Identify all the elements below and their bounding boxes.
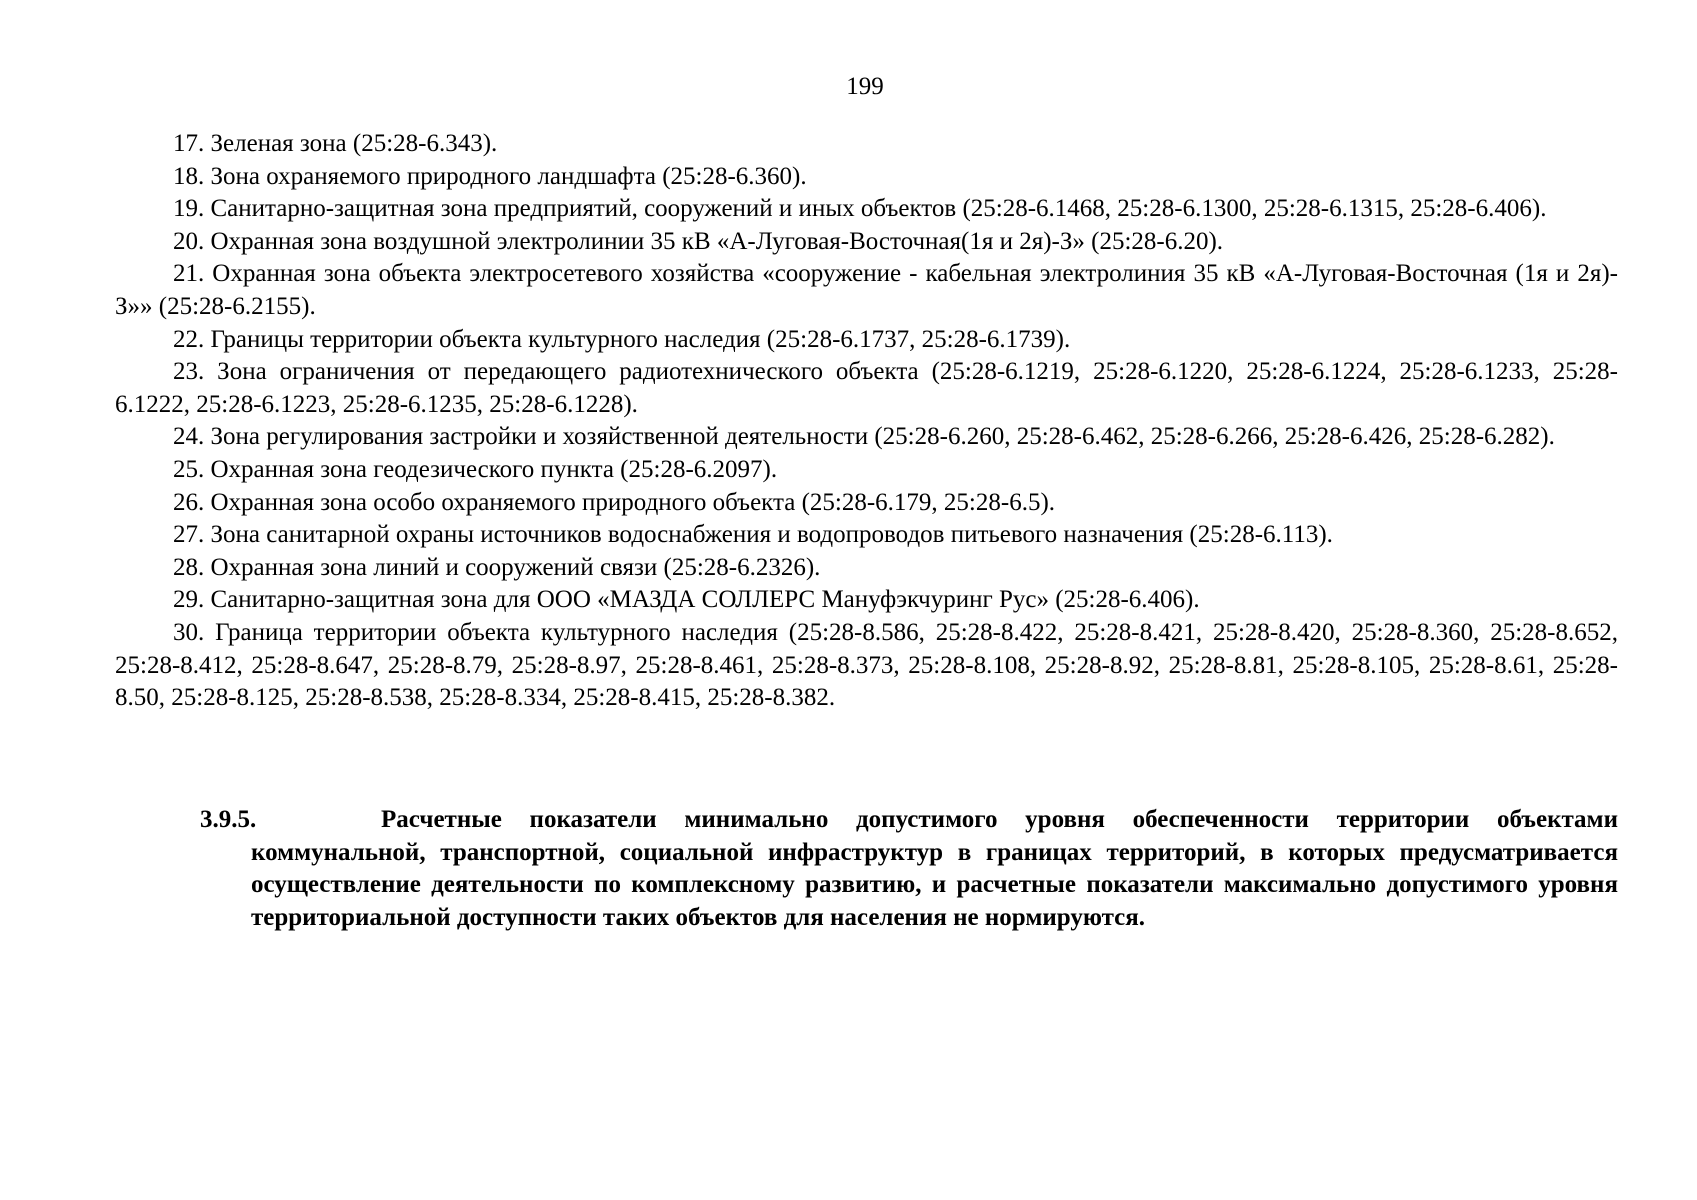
section-number: 3.9.5. <box>200 806 257 833</box>
list-item: 29. Санитарно-защитная зона для ООО «МАЗДА СОЛЛЕРС Мануфэкчуринг Рус» (25:28-6.406). <box>173 586 1200 614</box>
list-item: 24. Зона регулирования застройки и хозяйственной деятельности (25:28-6.260, 25:28-6.462, 25:28-6.266, 25:28-6.426, 25:28-6.282). <box>173 423 1555 451</box>
list-item: 21. Охранная зона объекта электросетевого хозяйства «сооружение - кабельная электролиния 35 кВ «А-Луговая-Восточная (1я и 2я)-З»» (25:28-6.2155). <box>115 260 1618 320</box>
list-item: 18. Зона охраняемого природного ландшафта (25:28-6.360). <box>173 162 807 190</box>
list-item: 23. Зона ограничения от передающего радиотехнического объекта (25:28-6.1219, 25:28-6.1220, 25:28-6.1224, 25:28-6.1233, 25:28-6.1222, 25:28-6.1223, 25:28-6.1235, 25:28-6.1228). <box>115 358 1618 418</box>
list-item: 19. Санитарно-защитная зона предприятий, сооружений и иных объектов (25:28-6.1468, 25:28-6.1300, 25:28-6.1315, 25:28-6.406). <box>173 195 1547 223</box>
section-text: Расчетные показатели минимально допустимого уровня обеспеченности территории объектами коммунальной, транспортной, социальной инфраструктур в границах территорий, в которых предусматривается осуществление деятельности по комплексному развитию, и расчетные показатели максимально допустимого уровня территориальной доступности таких объектов для населения не нормируются. <box>251 806 1618 931</box>
list-item: 17. Зеленая зона (25:28-6.343). <box>173 130 498 157</box>
list-item: 20. Охранная зона воздушной электролинии 35 кВ «А-Луговая-Восточная(1я и 2я)-З» (25:28-6.20). <box>173 227 1224 255</box>
zone-list <box>115 128 1618 715</box>
section-heading <box>200 804 1618 934</box>
list-item: 22. Границы территории объекта культурного наследия (25:28-6.1737, 25:28-6.1739). <box>173 325 1071 353</box>
list-item: 27. Зона санитарной охраны источников водоснабжения и водопроводов питьевого назначения (25:28-6.113). <box>173 521 1333 549</box>
list-item: 30. Граница территории объекта культурного наследия (25:28-8.586, 25:28-8.422, 25:28-8.421, 25:28-8.420, 25:28-8.360, 25:28-8.652, 25:28-8.412, 25:28-8.647, 25:28-8.79, 25:28-8.97, 25:28-8.461, 25:28-8.373, 25:28-8.108, 25:28-8.92, 25:28-8.81, 25:28-8.105, 25:28-8.61, 25:28-8.50, 25:28-8.125, 25:28-8.538, 25:28-8.334, 25:28-8.415, 25:28-8.382. <box>115 618 1618 712</box>
list-item: 26. Охранная зона особо охраняемого природного объекта (25:28-6.179, 25:28-6.5). <box>173 488 1056 516</box>
page-number: 199 <box>846 73 884 100</box>
list-item: 28. Охранная зона линий и сооружений связи (25:28-6.2326). <box>173 553 821 581</box>
list-item: 25. Охранная зона геодезического пункта (25:28-6.2097). <box>173 455 778 483</box>
